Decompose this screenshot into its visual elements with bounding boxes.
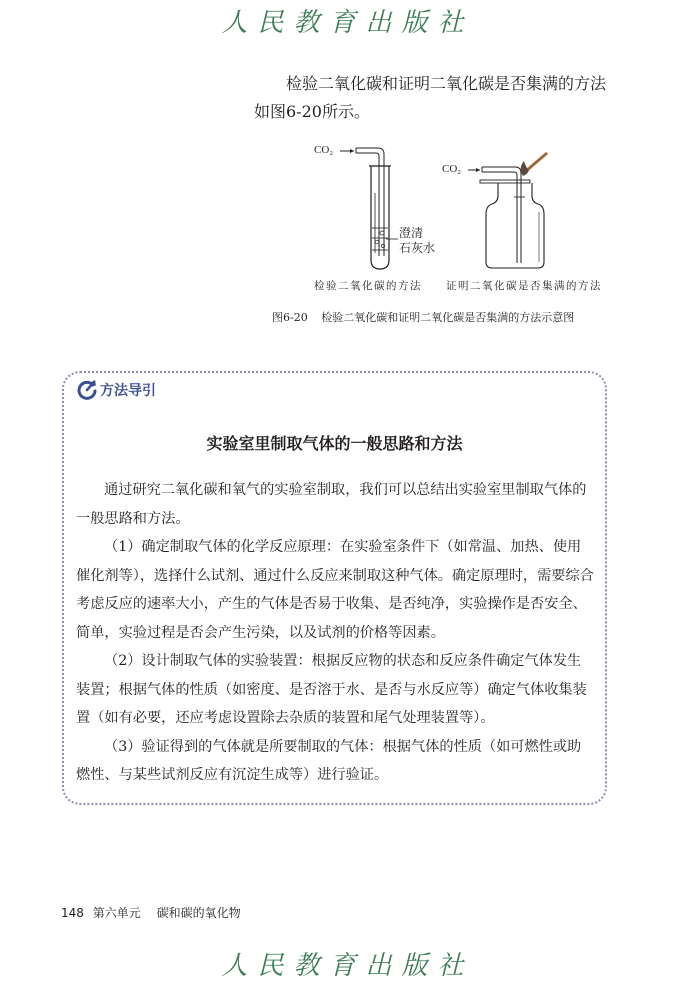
reagent-label-line1: 澄清: [399, 226, 424, 240]
method-guide-label: 方法导引: [100, 383, 156, 399]
left-sub-caption: 检验二氧化碳的方法: [314, 280, 422, 292]
co2-label-right: CO₂: [442, 163, 462, 175]
intro-line-1: 检验二氧化碳和证明二氧化碳是否集满的方法: [286, 74, 607, 93]
page-footer: [61, 904, 241, 921]
figure-number: 图6-20: [272, 311, 308, 324]
reagent-label-line2: 石灰水: [399, 241, 436, 255]
box-paragraph-step-3: （3）验证得到的气体就是所要制取的气体：根据气体的性质（如可燃性或助燃性、与某些试剂反应有沉淀生成等）进行验证。: [76, 738, 582, 783]
publisher-logo-top: 人民教育出版社: [221, 8, 474, 38]
chapter-label: 碳和碳的氧化物: [156, 906, 241, 920]
box-title: 实验室里制取气体的一般思路和方法: [206, 434, 463, 453]
right-sub-caption: 证明二氧化碳是否集满的方法: [446, 280, 602, 292]
co2-label-left: CO₂: [314, 144, 334, 156]
gas-jar-apparatus-illustration: [430, 138, 620, 273]
publisher-logo-bottom: 人民教育出版社: [221, 951, 474, 981]
box-paragraph-intro: 通过研究二氧化碳和氧气的实验室制取，我们可以总结出实验室里制取气体的一般思路和方法。: [76, 482, 587, 527]
intro-paragraph: [254, 70, 614, 126]
page-number: 148: [61, 906, 84, 920]
box-body: [76, 476, 594, 790]
unit-label: 第六单元: [92, 906, 141, 920]
figure-6-20: [300, 138, 620, 298]
method-guide-icon: [76, 379, 98, 401]
intro-line-2: 如图6-20所示。: [254, 102, 370, 121]
box-paragraph-step-1: （1）确定制取气体的化学反应原理：在实验室条件下（如常温、加热、使用催化剂等），选择什么试剂、通过什么反应来制取这种气体。确定原理时，需要综合考虑反应的速率大小，产生的气体是否易于收集、是否纯净，实验操作是否安全、简单，实验过程是否会产生污染，以及试剂的价格等因素。: [76, 539, 594, 641]
figure-caption: [272, 309, 574, 325]
figure-caption-text: 检验二氧化碳和证明二氧化碳是否集满的方法示意图: [321, 311, 575, 324]
method-guide-header: [76, 379, 156, 401]
box-paragraph-step-2: （2）设计制取气体的实验装置：根据反应物的状态和反应条件确定气体发生装置；根据气体的性质（如密度、是否溶于水、是否与水反应等）确定气体收集装置（如有必要，还应考虑设置除去杂质的装置和尾气处理装置等）。: [76, 653, 587, 726]
